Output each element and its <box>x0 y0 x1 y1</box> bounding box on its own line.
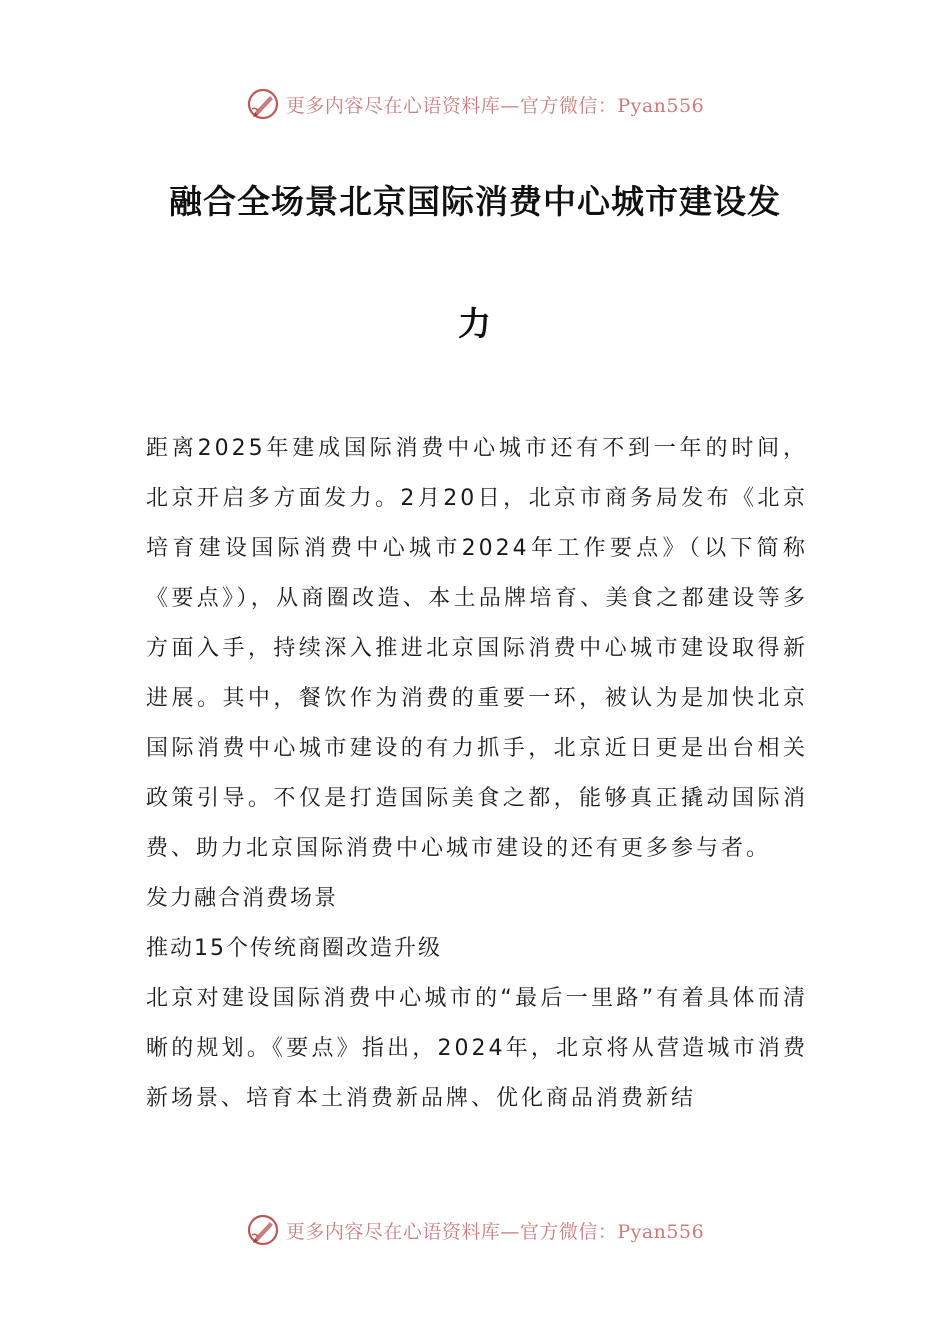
pen-logo-icon <box>246 1213 280 1247</box>
body-paragraph-1: 距离2025年建成国际消费中心城市还有不到一年的时间，北京开启多方面发力。2月20日，北京市商务局发布《北京培育建设国际消费中心城市2024年工作要点》（以下简称《要点》），从商圈改造、本土品牌培育、美食之都建设等多方面入手，持续深入推进北京国际消费中心城市建设取得新进展。其中，餐饮作为消费的重要一环，被认为是加快北京国际消费中心城市建设的有力抓手，北京近日更是出台相关政策引导。不仅是打造国际美食之都，能够真正撬动国际消费、助力北京国际消费中心城市建设的还有更多参与者。 <box>146 436 808 861</box>
watermark-text: 更多内容尽在心语资料库—官方微信：Pyan556 <box>285 1220 705 1243</box>
section-subheading: 推动15个传统商圈改造升级 <box>146 936 442 961</box>
document-body <box>146 424 808 1124</box>
body-paragraph-2: 北京对建设国际消费中心城市的“最后一里路”有着具体而清晰的规划。《要点》指出，2024年，北京将从营造城市消费新场景、培育本土消费新品牌、优化商品消费新结 <box>146 986 808 1111</box>
section-heading: 发力融合消费场景 <box>146 886 339 911</box>
document-title-line-2: 力 <box>458 304 492 343</box>
document-title-line-1: 融合全场景北京国际消费中心城市建设发 <box>169 182 781 221</box>
footer-watermark <box>0 1210 950 1250</box>
watermark-text: 更多内容尽在心语资料库—官方微信：Pyan556 <box>285 94 705 117</box>
header-watermark <box>0 84 950 124</box>
pen-logo-icon <box>246 87 280 121</box>
